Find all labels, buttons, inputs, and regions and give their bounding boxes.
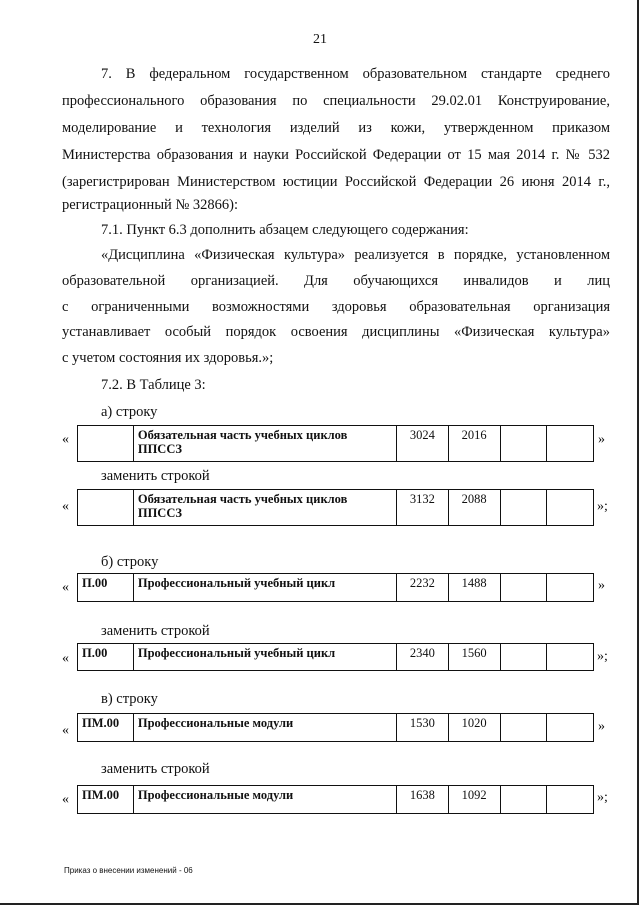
row-blank-2 [547,426,594,462]
label-replace-a: заменить строкой [101,468,210,484]
paragraph-7-line-2: профессионального образования по специальности 29.02.01 Конструирование, [62,93,610,109]
table-row-v-new [77,785,594,814]
quote-paragraph-line-3: с ограниченными возможностями здоровья образовательная организация [62,299,610,315]
row-blank-2 [547,644,594,671]
label-b-row: б) строку [101,554,159,570]
footer-note: Приказ о внесении изменений - 06 [64,866,193,875]
row-value-1: 1530 [396,714,448,742]
row-blank-2 [547,786,594,814]
row-name: Профессиональные модули [133,786,396,814]
row-blank-1 [500,490,547,526]
quote-paragraph-line-2: образовательной организацией. Для обучающихся инвалидов и лиц [62,273,610,289]
table-row-a-old [77,425,594,462]
open-quote: « [62,580,69,595]
row-blank-1 [500,426,547,462]
row-blank-2 [547,574,594,602]
label-replace-b: заменить строкой [101,623,210,639]
open-quote: « [62,792,69,807]
row-value-2: 1092 [448,786,500,814]
close-quote-semicolon: »; [597,790,608,805]
row-value-1: 2340 [396,644,448,671]
row-blank-1 [500,574,547,602]
table-row-b-old [77,573,594,602]
open-quote: « [62,499,69,514]
paragraph-7-line-4: Министерства образования и науки Российской Федерации от 15 мая 2014 г. № 532 [62,147,610,163]
row-blank-2 [547,714,594,742]
row-value-1: 2232 [396,574,448,602]
quote-paragraph-line-1: «Дисциплина «Физическая культура» реализуется в порядке, установленном [101,247,610,263]
open-quote: « [62,651,69,666]
close-quote: » [598,432,605,447]
row-value-1: 3024 [396,426,448,462]
row-blank-1 [500,644,547,671]
row-code [78,490,134,526]
paragraph-7-line-1: 7. В федеральном государственном образовательном стандарте среднего [101,66,610,82]
paragraph-7-2: 7.2. В Таблице 3: [101,377,206,393]
row-name: Профессиональный учебный цикл [133,644,396,671]
row-value-2: 1560 [448,644,500,671]
row-blank-1 [500,714,547,742]
row-name: Обязательная часть учебных циклов ППССЗ [133,490,396,526]
table-row-a-new [77,489,594,526]
row-value-2: 1020 [448,714,500,742]
row-name: Профессиональные модули [133,714,396,742]
row-code: П.00 [78,574,134,602]
row-value-2: 2016 [448,426,500,462]
row-blank-1 [500,786,547,814]
close-quote-semicolon: »; [597,499,608,514]
row-code: ПМ.00 [78,786,134,814]
open-quote: « [62,432,69,447]
row-code [78,426,134,462]
row-value-1: 1638 [396,786,448,814]
row-name: Профессиональный учебный цикл [133,574,396,602]
row-code: П.00 [78,644,134,671]
table-row-b-new [77,643,594,671]
row-blank-2 [547,490,594,526]
label-v-row: в) строку [101,691,158,707]
paragraph-7-line-3: моделирование и технология изделий из кожи, утвержденном приказом [62,120,610,136]
quote-paragraph-line-5: с учетом состояния их здоровья.»; [62,350,274,366]
row-code: ПМ.00 [78,714,134,742]
row-value-2: 2088 [448,490,500,526]
label-a-row: а) строку [101,404,158,420]
row-value-1: 3132 [396,490,448,526]
row-value-2: 1488 [448,574,500,602]
table-row-v-old [77,713,594,742]
paragraph-7-line-5: (зарегистрирован Министерством юстиции Российской Федерации 26 июня 2014 г., [62,174,610,190]
row-name: Обязательная часть учебных циклов ППССЗ [133,426,396,462]
open-quote: « [62,723,69,738]
page-number: 21 [313,32,327,47]
paragraph-7-1: 7.1. Пункт 6.3 дополнить абзацем следующего содержания: [101,222,469,238]
close-quote-semicolon: »; [597,649,608,664]
label-replace-v: заменить строкой [101,761,210,777]
close-quote: » [598,719,605,734]
close-quote: » [598,578,605,593]
paragraph-7-line-6: регистрационный № 32866): [62,197,239,213]
quote-paragraph-line-4: устанавливает особый порядок освоения дисциплины «Физическая культура» [62,324,610,340]
